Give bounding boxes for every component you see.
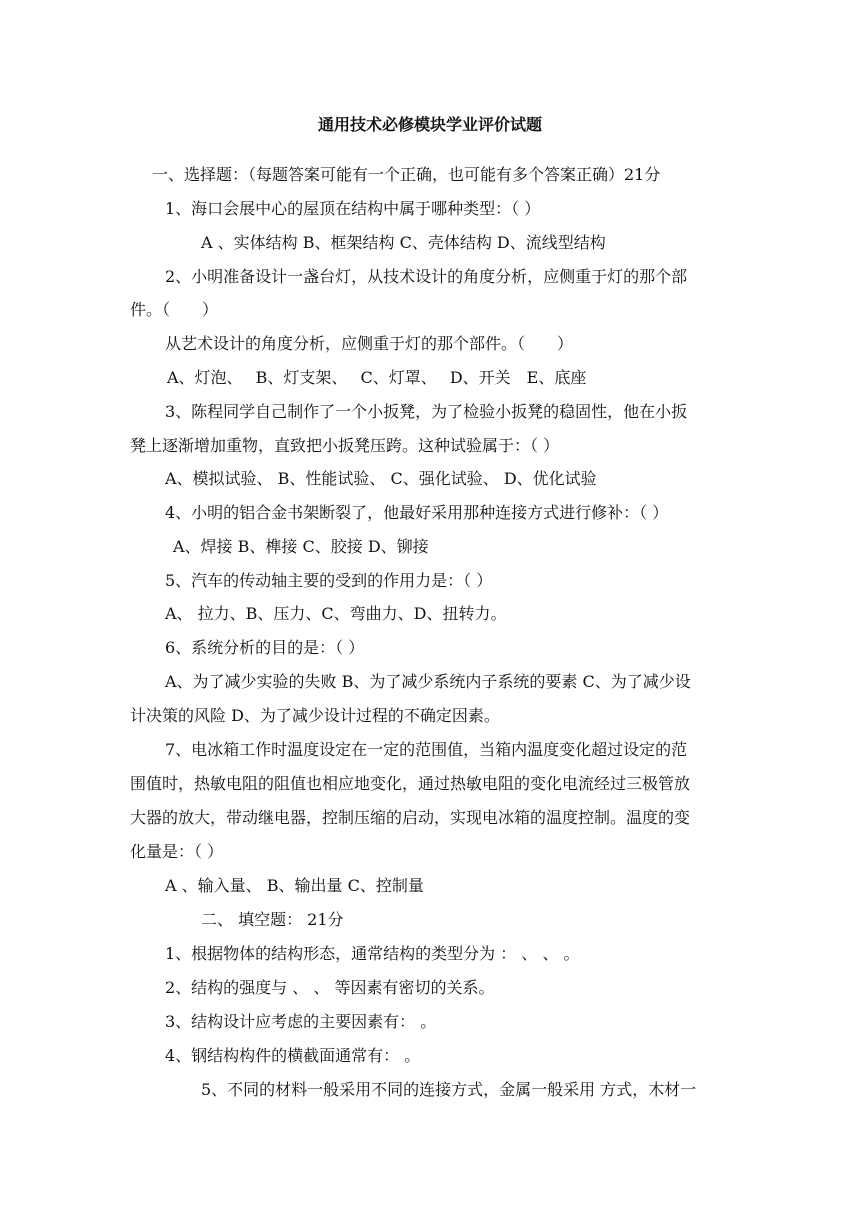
question-2-line-1: 2、小明准备设计一盏台灯，从技术设计的角度分析，应侧重于灯的那个部 bbox=[165, 267, 688, 286]
question-3-line-2: 凳上逐渐增加重物，直致把小扳凳压跨。这种试验属于：（ ） bbox=[130, 436, 560, 455]
fill-question-2: 2、结构的强度与 、 、 等因素有密切的关系。 bbox=[165, 978, 495, 997]
question-2-line-3: 从艺术设计的角度分析，应侧重于灯的那个部件。（ ） bbox=[165, 334, 574, 353]
question-5-options: A、 拉力、B、压力、C、弯曲力、D、扭转力。 bbox=[165, 604, 507, 623]
question-3-line-1: 3、陈程同学自己制作了一个小扳凳，为了检验小扳凳的稳固性，他在小扳 bbox=[165, 402, 688, 421]
question-2-options: A、灯泡、 B、灯支架、 C、灯罩、 D、开关 E、底座 bbox=[167, 368, 587, 387]
question-7-line-3: 大器的放大，带动继电器，控制压缩的启动，实现电冰箱的温度控制。温度的变 bbox=[130, 808, 691, 827]
question-2-line-2: 件。（ ） bbox=[130, 300, 219, 319]
question-4-options: A、焊接 B、榫接 C、胶接 D、铆接 bbox=[173, 537, 429, 556]
question-1: 1、海口会展中心的屋顶在结构中属于哪种类型：（ ） bbox=[165, 199, 541, 218]
question-7-options: A 、输入量、 B、输出量 C、控制量 bbox=[165, 876, 424, 895]
section-1-heading: 一、选择题：（每题答案可能有一个正确，也可能有多个答案正确）21分 bbox=[152, 165, 661, 184]
question-7-line-1: 7、电冰箱工作时温度设定在一定的范围值，当箱内温度变化超过设定的范 bbox=[165, 740, 688, 759]
question-5: 5、汽车的传动轴主要的受到的作用力是：（ ） bbox=[165, 571, 493, 590]
fill-question-4: 4、钢结构构件的横截面通常有： 。 bbox=[165, 1046, 421, 1065]
question-3-options: A、模拟试验、 B、性能试验、 C、强化试验、 D、优化试验 bbox=[165, 469, 597, 488]
question-7-line-4: 化量是：（ ） bbox=[130, 842, 224, 861]
question-6-options-line-2: 计决策的风险 D、为了减少设计过程的不确定因素。 bbox=[130, 706, 500, 725]
question-6-options-line-1: A、为了减少实验的失败 B、为了减少系统内子系统的要素 C、为了减少设 bbox=[165, 672, 691, 691]
question-1-options: A 、实体结构 B、框架结构 C、壳体结构 D、流线型结构 bbox=[201, 233, 606, 252]
document-title: 通用技术必修模块学业评价试题 bbox=[317, 115, 542, 134]
fill-question-3: 3、结构设计应考虑的主要因素有： 。 bbox=[165, 1012, 437, 1031]
fill-question-5: 5、不同的材料一般采用不同的连接方式，金属一般采用 方式，木材一 bbox=[201, 1080, 697, 1099]
fill-question-1: 1、根据物体的结构形态，通常结构的类型分为 ： 、 、 。 bbox=[165, 944, 580, 963]
question-7-line-2: 围值时，热敏电阻的阻值也相应地变化，通过热敏电阻的变化电流经过三极管放 bbox=[130, 774, 691, 793]
section-2-heading: 二、 填空题： 21分 bbox=[201, 910, 344, 929]
question-4: 4、小明的铝合金书架断裂了，他最好采用那种连接方式进行修补：（ ） bbox=[165, 503, 669, 522]
question-6: 6、系统分析的目的是：（ ） bbox=[165, 638, 365, 657]
